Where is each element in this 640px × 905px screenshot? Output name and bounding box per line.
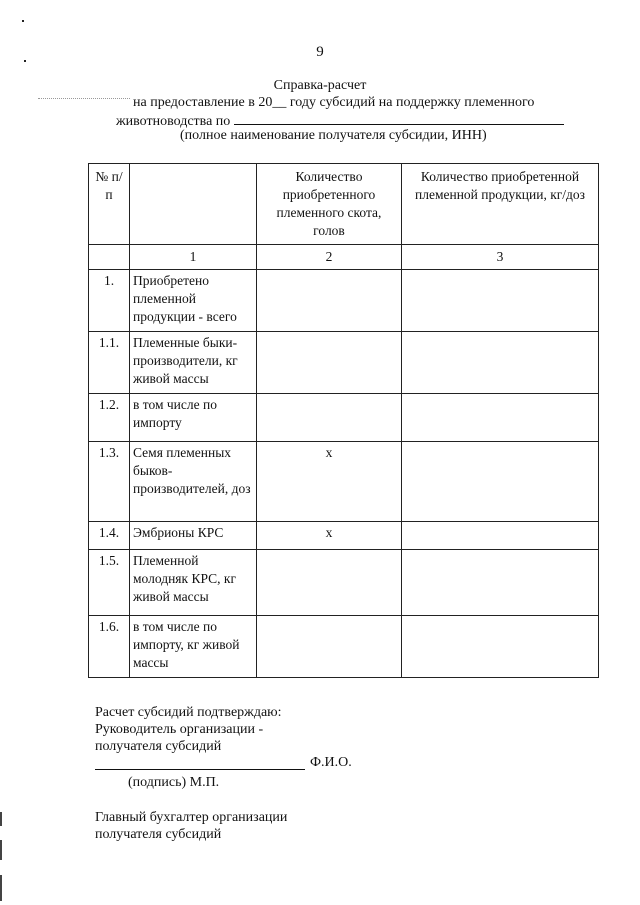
row-col2 <box>257 332 402 394</box>
row-col3 <box>402 522 599 550</box>
subtitle-line-1: на предоставление в 20__ году субсидий на поддержку племенного <box>133 95 535 110</box>
row-col2: х <box>257 442 402 522</box>
row-col3 <box>402 616 599 678</box>
table-row <box>89 394 599 442</box>
row-col3 <box>402 394 599 442</box>
empty-cell <box>89 245 130 270</box>
header-name <box>130 164 257 245</box>
scan-speck <box>22 20 24 22</box>
row-col2 <box>257 616 402 678</box>
col-number-3: 3 <box>402 245 599 270</box>
scan-dotted-rule <box>38 98 130 99</box>
calculation-table <box>88 163 599 678</box>
row-num: 1.2. <box>89 394 130 442</box>
accountant-label-line-2: получателя субсидий <box>95 827 222 842</box>
accountant-label-line-1: Главный бухгалтер организации <box>95 810 288 825</box>
table-row <box>89 616 599 678</box>
page-number: 9 <box>316 44 324 60</box>
row-col2: х <box>257 522 402 550</box>
row-name: Племенные быки-производители, кг живой массы <box>130 332 257 394</box>
row-num: 1.1. <box>89 332 130 394</box>
table-row <box>89 442 599 522</box>
signature-line <box>95 769 305 770</box>
subtitle-line-3: (полное наименование получателя субсидии, ИНН) <box>180 128 487 143</box>
row-num: 1.6. <box>89 616 130 678</box>
header-col3: Количество приобретенной племенной продукции, кг/доз <box>402 164 599 245</box>
row-col3 <box>402 270 599 332</box>
header-num: № п/п <box>89 164 130 245</box>
header-col2: Количество приобретенного племенного скота, голов <box>257 164 402 245</box>
row-col3 <box>402 442 599 522</box>
row-name: Приобретено племенной продукции - всего <box>130 270 257 332</box>
scan-edge-mark <box>0 812 2 826</box>
subtitle-line-2-text: животноводства по <box>116 114 231 129</box>
col-number-1: 1 <box>130 245 257 270</box>
column-numbers-row <box>89 245 599 270</box>
row-col2 <box>257 270 402 332</box>
scan-edge-mark <box>0 840 2 860</box>
recipient-name-blank <box>234 112 564 125</box>
table-row <box>89 522 599 550</box>
fio-label: Ф.И.О. <box>310 755 352 770</box>
head-label-line-1: Руководитель организации - <box>95 722 264 737</box>
row-name: Эмбрионы КРС <box>130 522 257 550</box>
table-row <box>89 550 599 616</box>
row-name: в том числе по импорту <box>130 394 257 442</box>
signature-caption: (подпись) М.П. <box>128 775 220 790</box>
row-name: в том числе по импорту, кг живой массы <box>130 616 257 678</box>
head-label-line-2: получателя субсидий <box>95 739 222 754</box>
row-col2 <box>257 550 402 616</box>
row-num: 1.5. <box>89 550 130 616</box>
confirm-label: Расчет субсидий подтверждаю: <box>95 705 282 720</box>
row-col3 <box>402 332 599 394</box>
table-row <box>89 332 599 394</box>
row-name: Семя племенных быков-производителей, доз <box>130 442 257 522</box>
table-row <box>89 270 599 332</box>
row-col2 <box>257 394 402 442</box>
table-header-row <box>89 164 599 245</box>
scan-edge-mark <box>0 875 2 901</box>
row-col3 <box>402 550 599 616</box>
col-number-2: 2 <box>257 245 402 270</box>
row-name: Племенной молодняк КРС, кг живой массы <box>130 550 257 616</box>
row-num: 1. <box>89 270 130 332</box>
row-num: 1.3. <box>89 442 130 522</box>
row-num: 1.4. <box>89 522 130 550</box>
document-title: Справка-расчет <box>273 78 367 93</box>
